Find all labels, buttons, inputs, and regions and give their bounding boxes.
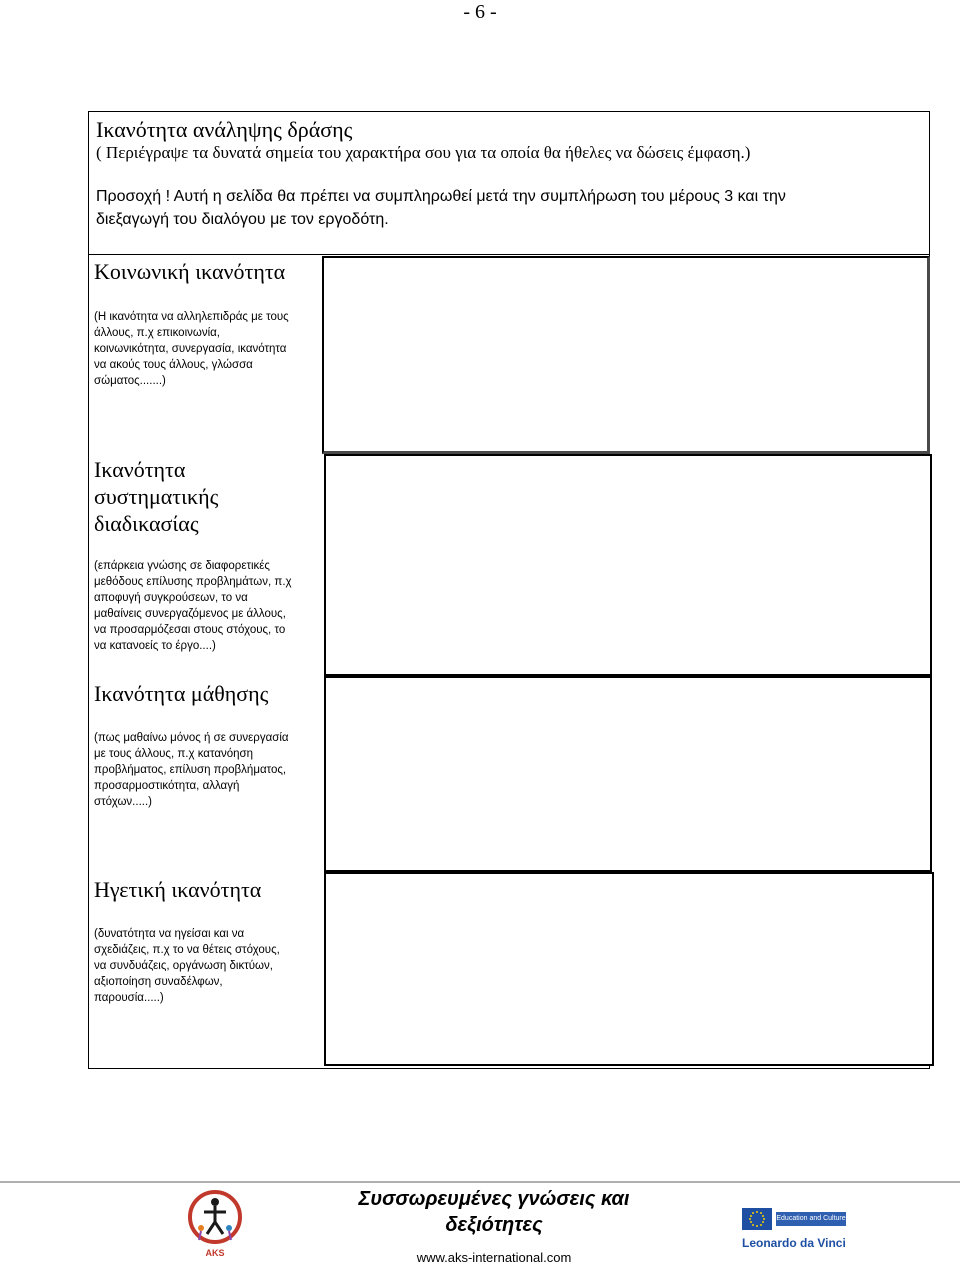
answer-field-social[interactable] (322, 256, 930, 454)
header-subtitle: ( Περιέγραψε τα δυνατά σημεία του χαρακτήρα σου για τα οποία θα ήθελες να δώσεις έμφαση.) (96, 143, 751, 162)
header-divider (88, 254, 930, 255)
section-leadership-title: Ηγετική ικανότητα (94, 877, 262, 902)
answer-field-systematic[interactable] (324, 454, 932, 676)
section-learning-desc: (πως μαθαίνω μόνος ή σε συνεργασία με τους άλλους, π.χ κατανόηση προβλήματος, επίλυση προβλήματος, προσαρμοστικότητα, αλλαγή στόχων.....) (94, 732, 289, 808)
section-leadership-desc: (δυνατότητα να ηγείσαι και να σχεδιάζεις, π.χ το να θέτεις στόχους, να συνδυάζεις, οργάνωση δικτύων, αξιοποίηση συναδέλφων, παρουσία.....) (94, 928, 280, 1004)
eu-leonardo-logo (742, 1208, 846, 1258)
section-social-desc: (Η ικανότητα να αλληλεπιδράς με τους άλλους, π.χ επικοινωνία, κοινωνικότητα, συνεργασία, ικανότητα να ακούς τους άλλους, γλώσσα σώματος.......) (94, 311, 289, 387)
section-systematic-desc: (επάρκεια γνώσης σε διαφορετικές μεθόδους επίλυσης προβλημάτων, π.χ αποφυγή συγκρούσεων, το να μαθαίνεις συνεργαζόμενος με άλλους, να προσαρμόζεσαι στους στόχους, το να κατανοείς το έργο....) (94, 560, 292, 652)
section-systematic-title: Ικανότητα συστηματικής διαδικασίας (94, 457, 219, 536)
section-social-title: Κοινωνική ικανότητα (94, 259, 286, 284)
answer-field-learning[interactable] (324, 676, 932, 872)
aks-logo-text: AKS (205, 1248, 225, 1258)
leonardo-text: Leonardo da Vinci (742, 1236, 846, 1250)
footer-title: Συσσωρευμένες γνώσεις και δεξιότητες (358, 1188, 630, 1236)
header-note-line1: Προσοχή ! Αυτή η σελίδα θα πρέπει να συμπληρωθεί μετά την συμπλήρωση του μέρους 3 και την (96, 188, 786, 205)
section-learning-title: Ικανότητα μάθησης (94, 681, 269, 706)
eu-caption: Education and Culture (776, 1212, 846, 1226)
footer-rule (0, 1181, 960, 1183)
page-number: - 6 - (463, 1, 497, 23)
header-note-line2: διεξαγωγή του διαλόγου με τον εργοδότη. (96, 211, 389, 228)
header-title: Ικανότητα ανάληψης δράσης (96, 117, 353, 142)
answer-field-leadership[interactable] (324, 872, 934, 1066)
aks-logo (186, 1188, 244, 1260)
footer-url: www.aks-international.com (416, 1250, 572, 1265)
eu-flag-icon (742, 1208, 772, 1230)
